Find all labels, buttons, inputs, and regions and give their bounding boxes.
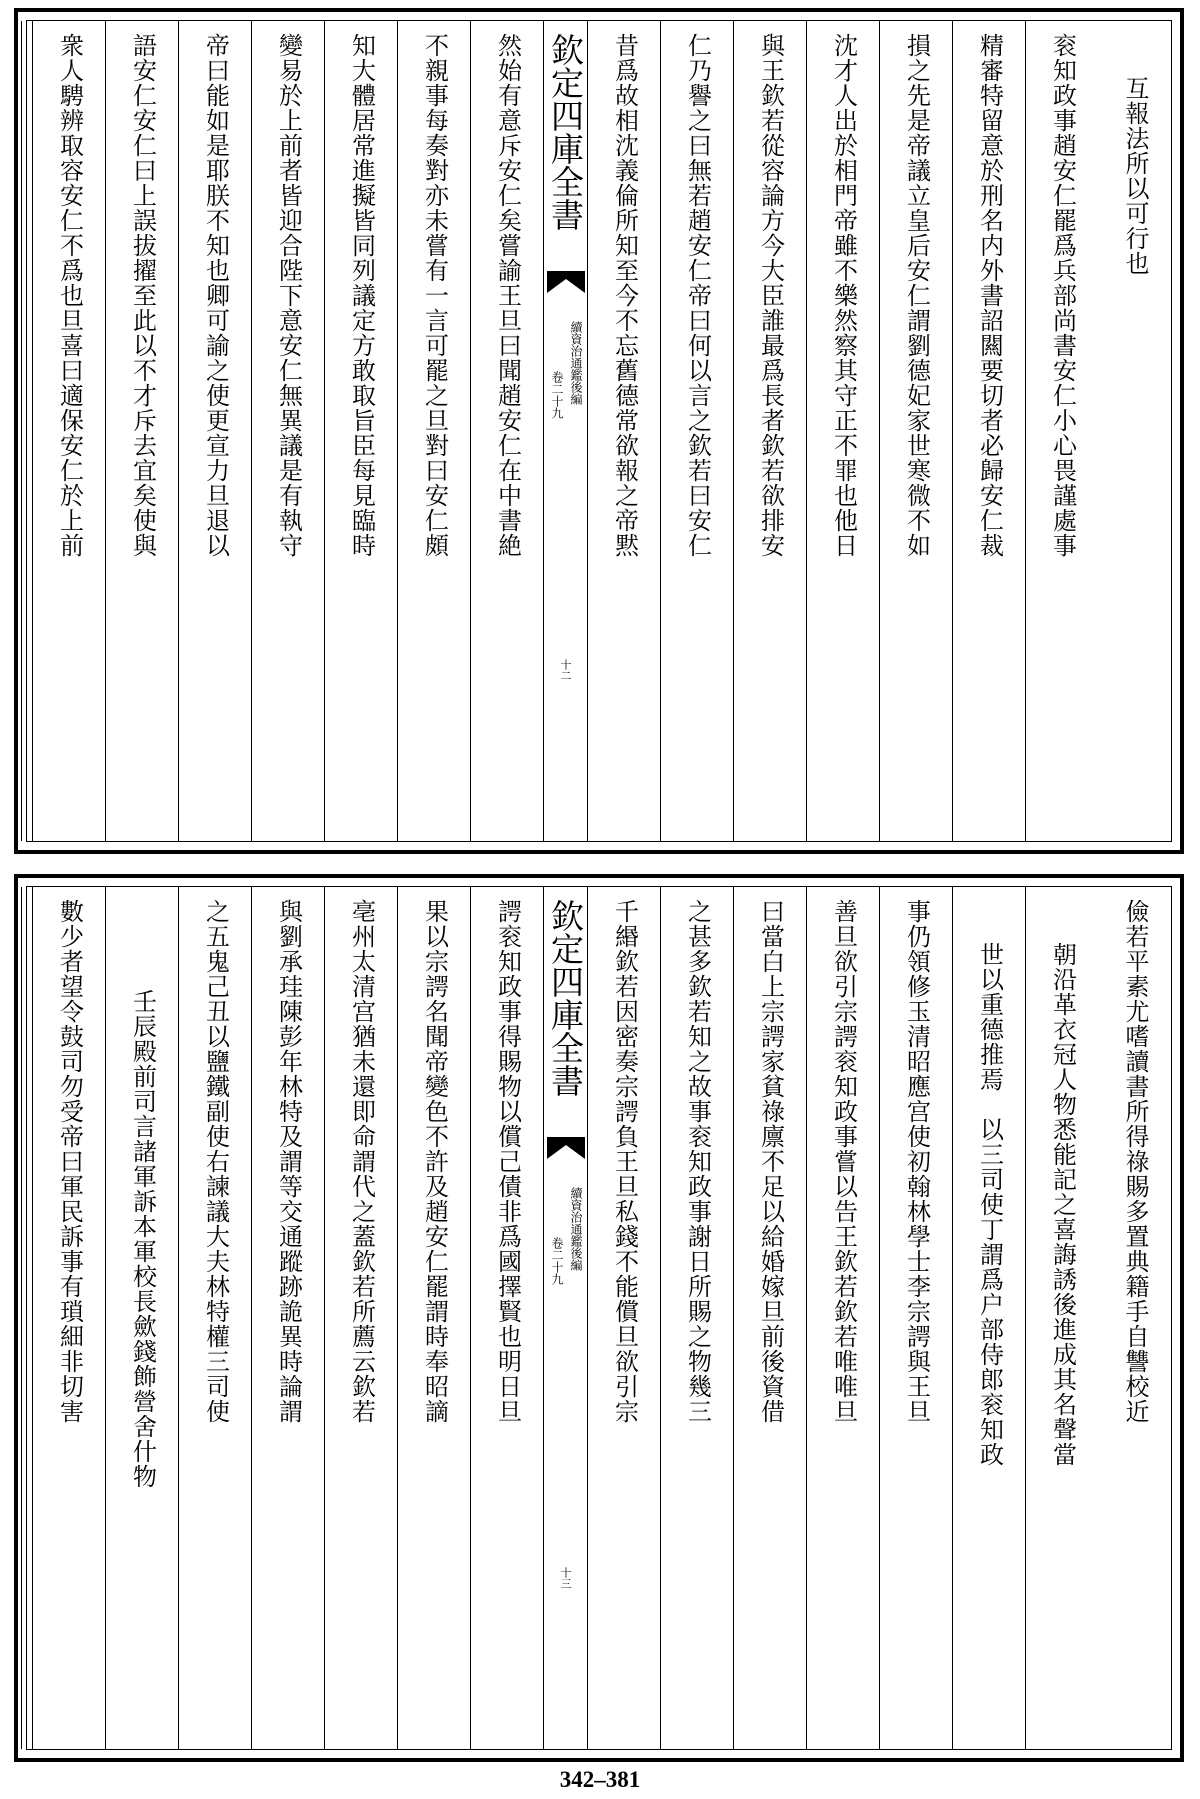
text-column — [952, 887, 1025, 1749]
book-name: 續資治通鑑後編 — [569, 321, 583, 405]
column-text: 壬辰殿前司言諸軍訴本軍校長歛錢飾營舍什物 — [128, 989, 157, 1489]
text-column — [1025, 887, 1098, 1749]
text-column — [21, 887, 32, 1749]
column-text: 曰當白上宗諤家貧祿廪不足以給婚嫁旦前後資借 — [756, 899, 785, 1424]
text-column — [251, 887, 324, 1749]
text-column — [806, 21, 879, 841]
page-code: 342–381 — [559, 1767, 641, 1792]
upper-page — [14, 8, 1184, 854]
text-column — [1098, 887, 1171, 1749]
volume-label: 卷二十九 — [550, 371, 564, 419]
center-gutter — [543, 21, 587, 841]
fishtail-mark — [547, 271, 585, 293]
column-text: 知大體居常進擬皆同列議定方敢取旨臣每見臨時 — [347, 33, 376, 558]
text-column — [806, 887, 879, 1749]
text-column — [660, 887, 733, 1749]
book-title: 欽定四庫全書 — [546, 33, 585, 231]
column-text: 儉若平素尤嗜讀書所得祿賜多置典籍手自讐校近 — [1121, 899, 1149, 1424]
book-title: 欽定四庫全書 — [546, 899, 585, 1097]
text-column — [32, 21, 105, 841]
column-text: 損之先是帝議立皇后安仁謂劉德妃家世寒微不如 — [902, 33, 931, 558]
text-column — [470, 21, 543, 841]
column-text: 亳州太清宫猶未還即命謂代之蓋欽若所薦云欽若 — [347, 899, 376, 1424]
lower-page — [14, 874, 1184, 1762]
text-column — [324, 887, 397, 1749]
column-text: 昔爲故相沈義倫所知至今不忘舊德常欲報之帝黙 — [610, 33, 639, 558]
column-text: 變易於上前者皆迎合陛下意安仁無異議是有執守 — [274, 33, 303, 558]
text-column — [587, 21, 660, 841]
column-text: 然始有意斥安仁矣嘗諭王旦曰聞趙安仁在中書絶 — [493, 33, 522, 558]
text-column — [251, 21, 324, 841]
volume-label: 卷二十九 — [550, 1237, 564, 1285]
upper-page-frame — [26, 20, 1172, 842]
text-column — [660, 21, 733, 841]
column-text: 衆人騁辨取容安仁不爲也旦喜曰適保安仁於上前 — [55, 33, 84, 558]
text-column — [105, 887, 178, 1749]
text-column — [587, 887, 660, 1749]
column-text: 數少者望令鼓司勿受帝曰軍民訴事有瑣細非切害 — [55, 899, 84, 1424]
column-text: 不親事每奏對亦未嘗有一言可罷之旦對曰安仁頗 — [420, 33, 449, 558]
column-text: 事仍領修玉清昭應宫使初翰林學士李宗諤與王旦 — [902, 899, 931, 1424]
column-text: 之甚多欽若知之故事衮知政事謝日所賜之物幾三 — [683, 899, 712, 1424]
text-column — [733, 21, 806, 841]
text-column — [397, 887, 470, 1749]
text-column — [952, 21, 1025, 841]
column-text: 帝曰能如是耶朕不知也卿可諭之使更宣力旦退以 — [201, 33, 230, 558]
column-text: 果以宗諤名聞帝變色不許及趙安仁罷謂時奉昭謫 — [420, 899, 449, 1424]
fishtail-mark — [547, 1137, 585, 1159]
column-text: 互報法所以可行也 — [1121, 76, 1149, 276]
column-text: 朝沿革衣冠人物悉能記之喜誨誘後進成其名聲當 — [1048, 942, 1077, 1467]
folio-number: 十二 — [559, 659, 572, 681]
column-text: 之五鬼己丑以鹽鐵副使右諫議大夫林特權三司使 — [201, 899, 230, 1424]
text-column — [879, 887, 952, 1749]
book-name: 續資治通鑑後編 — [569, 1187, 583, 1271]
text-column — [470, 887, 543, 1749]
column-text: 千緡欽若因密奏宗諤負王旦私錢不能償旦欲引宗 — [610, 899, 639, 1424]
lower-page-frame — [26, 886, 1172, 1750]
column-text: 與王欽若從容論方今大臣誰最爲長者欽若欲排安 — [756, 33, 785, 558]
text-column — [105, 21, 178, 841]
column-text: 善旦欲引宗諤衮知政事嘗以告王欽若欽若唯唯旦 — [829, 899, 858, 1424]
folio-number: 十三 — [559, 1567, 572, 1589]
column-text: 世以重德推焉 以三司使丁謂爲户部侍郎衮知政 — [975, 942, 1004, 1467]
text-column — [397, 21, 470, 841]
column-text: 語安仁安仁曰上誤拔擢至此以不才斥去宜矣使與 — [128, 33, 157, 558]
text-column — [178, 21, 251, 841]
column-text: 精審特留意於刑名内外書詔闗要切者必歸安仁裁 — [975, 33, 1004, 558]
text-column — [21, 21, 32, 841]
text-column — [32, 887, 105, 1749]
text-column — [324, 21, 397, 841]
text-column — [1025, 21, 1098, 841]
column-text: 與劉承珪陳彭年林特及謂等交通蹤跡詭異時論謂 — [274, 899, 303, 1424]
center-gutter — [543, 887, 587, 1749]
text-column — [178, 887, 251, 1749]
column-text: 衮知政事趙安仁罷爲兵部尚書安仁小心畏謹處事 — [1048, 33, 1077, 558]
text-column — [879, 21, 952, 841]
column-text: 沈才人出於相門帝雖不樂然察其守正不罪也他日 — [829, 33, 858, 558]
column-text: 諤衮知政事得賜物以償己債非爲國擇賢也明日旦 — [493, 899, 522, 1424]
text-column — [1098, 21, 1171, 841]
text-column — [733, 887, 806, 1749]
column-text: 仁乃譽之曰無若趙安仁帝曰何以言之欽若曰安仁 — [683, 33, 712, 558]
